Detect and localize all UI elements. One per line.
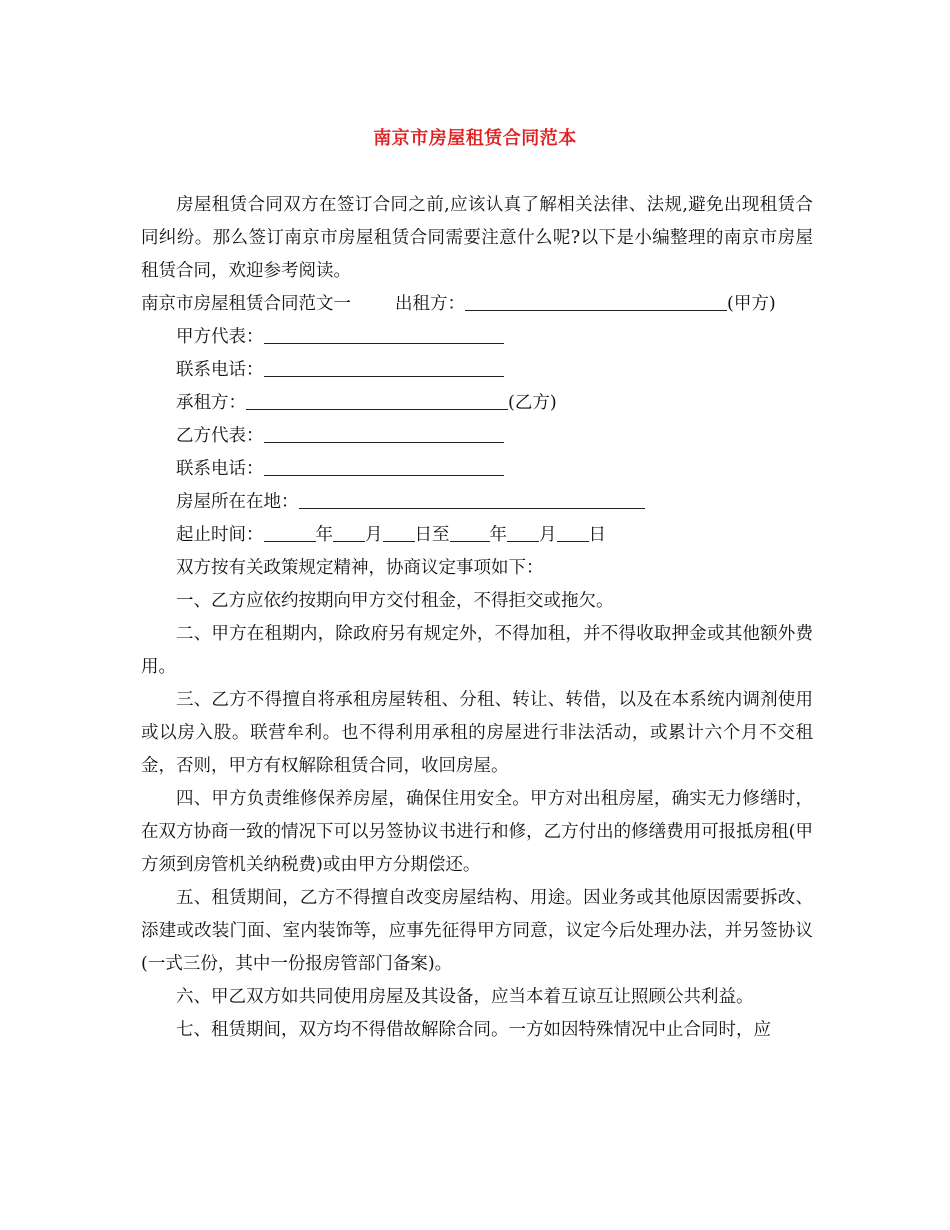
location-blank (299, 490, 645, 509)
lessor-label: 出租方： (395, 294, 465, 314)
clause-7: 七、租赁期间，双方均不得借故解除合同。一方如因特殊情况中止合同时，应 (176, 1020, 771, 1040)
location-line (141, 486, 813, 519)
party-a-rep-blank (264, 325, 504, 344)
period-year-2: 年 (489, 525, 507, 545)
start-month-blank (333, 523, 365, 542)
clause-2: 二、甲方在租期内，除政府另有规定外，不得加租，并不得收取押金或其他额外费用。 (141, 624, 813, 677)
clause-6: 六、甲乙双方如共同使用房屋及其设备，应当本着互谅互让照顾公共利益。 (176, 987, 754, 1007)
party-a-rep-label: 甲方代表： (176, 327, 264, 347)
end-year-blank (450, 523, 490, 542)
party-a-rep-line (141, 321, 813, 354)
clause-1: 一、乙方应依约按期向甲方交付租金，不得拒交或拖欠。 (176, 591, 614, 611)
period-day-to: 日至 (414, 525, 450, 545)
period-year-1: 年 (315, 525, 333, 545)
party-b-phone-blank (264, 457, 504, 476)
lessee-label: 承租方： (176, 393, 246, 413)
clause-4: 四、甲方负责维修保养房屋，确保住用安全。甲方对出租房屋，确实无力修缮时，在双方协商一致的情况下可以另签协议书进行和修，乙方付出的修缮费用可报抵房租(甲方须到房管机关纳税费)或由甲方分期偿还。 (141, 789, 813, 875)
party-a-phone-blank (264, 358, 504, 377)
party-b-phone-label: 联系电话： (176, 459, 264, 479)
lessor-blank (465, 292, 727, 311)
party-b-rep-label: 乙方代表： (176, 426, 264, 446)
clause-3: 三、乙方不得擅自将承租房屋转租、分租、转让、转借，以及在本系统内调剂使用或以房入股。联营牟利。也不得利用承租的房屋进行非法活动，或累计六个月不交租金，否则，甲方有权解除租赁合同，收回房屋。 (141, 690, 813, 776)
party-a-phone-label: 联系电话： (176, 360, 264, 380)
party-b-phone-line (141, 453, 813, 486)
document-body (141, 189, 813, 1047)
party-a-phone-line (141, 354, 813, 387)
clause-5: 五、租赁期间，乙方不得擅自改变房屋结构、用途。因业务或其他原因需要拆改、添建或改装门面、室内装饰等，应事先征得甲方同意，议定今后处理办法，并另签协议(一式三份，其中一份报房管部门备案)。 (141, 888, 813, 974)
period-line (141, 519, 813, 552)
start-day-blank (383, 523, 415, 542)
agreement-intro: 双方按有关政策规定精神，协商议定事项如下： (176, 558, 544, 578)
lessor-suffix: (甲方) (727, 294, 776, 314)
start-year-blank (264, 523, 316, 542)
period-day-2: 日 (588, 525, 606, 545)
end-month-blank (507, 523, 539, 542)
period-month-2: 月 (539, 525, 557, 545)
location-label: 房屋所在在地： (176, 492, 299, 512)
lessee-blank (246, 391, 508, 410)
sample-heading: 南京市房屋租赁合同范文一 (141, 294, 351, 314)
document-title: 南京市房屋租赁合同范本 (373, 128, 577, 149)
lessor-line (141, 288, 813, 321)
party-b-rep-line (141, 420, 813, 453)
period-label: 起止时间： (176, 525, 264, 545)
lessee-suffix: (乙方) (508, 393, 557, 413)
intro-paragraph: 房屋租赁合同双方在签订合同之前,应该认真了解相关法律、法规,避免出现租赁合同纠纷。那么签订南京市房屋租赁合同需要注意什么呢?以下是小编整理的南京市房屋租赁合同，欢迎参考阅读。 (141, 195, 813, 281)
lessee-line (141, 387, 813, 420)
period-month-1: 月 (365, 525, 383, 545)
party-b-rep-blank (264, 424, 504, 443)
end-day-blank (557, 523, 589, 542)
